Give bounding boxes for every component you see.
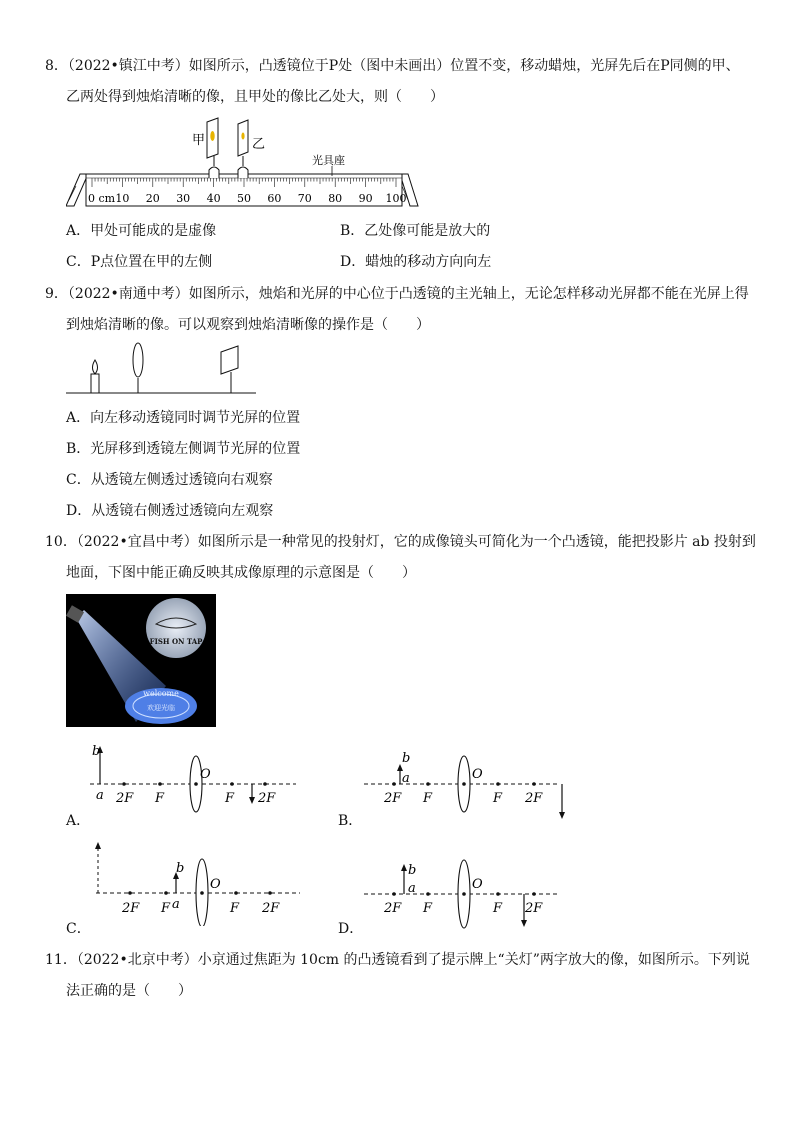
q8-optical-bench-figure: [66, 114, 426, 214]
projector-lamp-photo: [66, 594, 216, 727]
ruler-tick-label: 10: [115, 192, 130, 205]
q9-stem-line2: 到烛焰清晰的像。可以观察到烛焰清晰像的操作是（ ）: [66, 317, 430, 333]
q10-diagram-d: [360, 850, 600, 940]
svg-text:a: a: [402, 771, 410, 786]
svg-text:F: F: [161, 901, 171, 916]
label-jia: 甲: [192, 133, 206, 148]
q9-stem-line1: 9．（2022•南通中考）如图所示，烛焰和光屏的中心位于凸透镜的主光轴上，无论怎样移动光屏都不能在光屏上得: [45, 286, 749, 302]
svg-text:a: a: [96, 788, 104, 803]
photo-ground-text-outer: welcome: [143, 689, 179, 698]
q10-option-c-label[interactable]: C．: [66, 921, 91, 937]
svg-text:b: b: [176, 861, 185, 876]
ruler-tick-label: 100: [385, 192, 407, 205]
svg-text:O: O: [472, 767, 483, 782]
svg-text:2F: 2F: [384, 791, 402, 806]
q10-option-a-label[interactable]: A．: [66, 813, 91, 829]
q10-option-b-label[interactable]: B．: [338, 813, 363, 829]
q9-option-d[interactable]: D．从透镜右侧透过透镜向左观察: [66, 503, 274, 519]
svg-text:O: O: [210, 877, 221, 892]
svg-text:2F: 2F: [525, 901, 543, 916]
ruler-tick-label: 30: [176, 192, 191, 205]
svg-text:a: a: [408, 881, 416, 896]
q8-option-d[interactable]: D．蜡烛的移动方向向左: [340, 254, 492, 270]
photo-ground-text-inner: 欢迎光临: [147, 704, 175, 712]
svg-text:F: F: [230, 901, 240, 916]
svg-text:b: b: [92, 744, 101, 759]
q10-option-d-label[interactable]: D．: [338, 921, 364, 937]
q8-stem-line1: 8．（2022•镇江中考）如图所示，凸透镜位于P处（图中未画出）位置不变，移动蜡烛，光屏先后在P同侧的甲、: [45, 58, 740, 74]
svg-text:F: F: [225, 791, 235, 806]
q8-option-a[interactable]: A．甲处可能成的是虚像: [66, 223, 217, 239]
ruler-tick-label: 70: [297, 192, 312, 205]
photo-logo-text: FISH ON TAP: [149, 637, 203, 646]
q9-option-a[interactable]: A．向左移动透镜同时调节光屏的位置: [66, 410, 301, 426]
svg-text:2F: 2F: [116, 791, 134, 806]
label-optical-bench: 光具座: [312, 154, 345, 167]
q8-option-b[interactable]: B．乙处像可能是放大的: [340, 223, 491, 239]
svg-text:2F: 2F: [262, 901, 280, 916]
q9-option-b[interactable]: B．光屏移到透镜左侧调节光屏的位置: [66, 441, 301, 457]
q8-option-c[interactable]: C．P点位置在甲的左侧: [66, 254, 213, 270]
svg-text:F: F: [423, 901, 433, 916]
svg-text:b: b: [402, 751, 411, 766]
svg-text:F: F: [423, 791, 433, 806]
q9-candle-lens-screen-figure: [66, 342, 266, 398]
svg-text:F: F: [155, 791, 165, 806]
q11-stem-line2: 法正确的是（ ）: [66, 983, 192, 999]
svg-text:b: b: [408, 863, 417, 878]
q11-stem-line1: 11．（2022•北京中考）小京通过焦距为 10cm 的凸透镜看到了提示牌上“关灯”两字放大的像，如图所示。下列说: [45, 952, 750, 968]
ruler-tick-label: 90: [358, 192, 373, 205]
label-yi: 乙: [252, 137, 266, 152]
ruler-tick-label: 20: [145, 192, 160, 205]
svg-text:F: F: [493, 901, 503, 916]
q8-stem-line2: 乙两处得到烛焰清晰的像，且甲处的像比乙处大，则（ ）: [66, 89, 444, 105]
q10-diagram-b: [360, 740, 600, 830]
svg-text:2F: 2F: [122, 901, 140, 916]
ruler-tick-label: 40: [206, 192, 221, 205]
q10-stem-line2: 地面，下图中能正确反映其成像原理的示意图是（ ）: [66, 565, 416, 581]
q10-diagram-c: [60, 836, 310, 926]
ruler-tick-label: 60: [267, 192, 282, 205]
svg-text:a: a: [172, 897, 180, 912]
q10-diagram-a: [60, 740, 300, 830]
svg-text:O: O: [472, 877, 483, 892]
svg-text:F: F: [493, 791, 503, 806]
q10-stem-line1: 10．（2022•宜昌中考）如图所示是一种常见的投射灯，它的成像镜头可简化为一个凸透镜，能把投影片 ab 投射到: [45, 534, 756, 550]
svg-text:O: O: [200, 767, 211, 782]
q9-option-c[interactable]: C．从透镜左侧透过透镜向右观察: [66, 472, 273, 488]
ruler-tick-label: 50: [237, 192, 251, 205]
ruler-unit-label: 0 cm: [88, 192, 116, 205]
svg-text:2F: 2F: [258, 791, 276, 806]
ruler-tick-label: 80: [328, 192, 343, 205]
svg-text:2F: 2F: [525, 791, 543, 806]
svg-text:2F: 2F: [384, 901, 402, 916]
